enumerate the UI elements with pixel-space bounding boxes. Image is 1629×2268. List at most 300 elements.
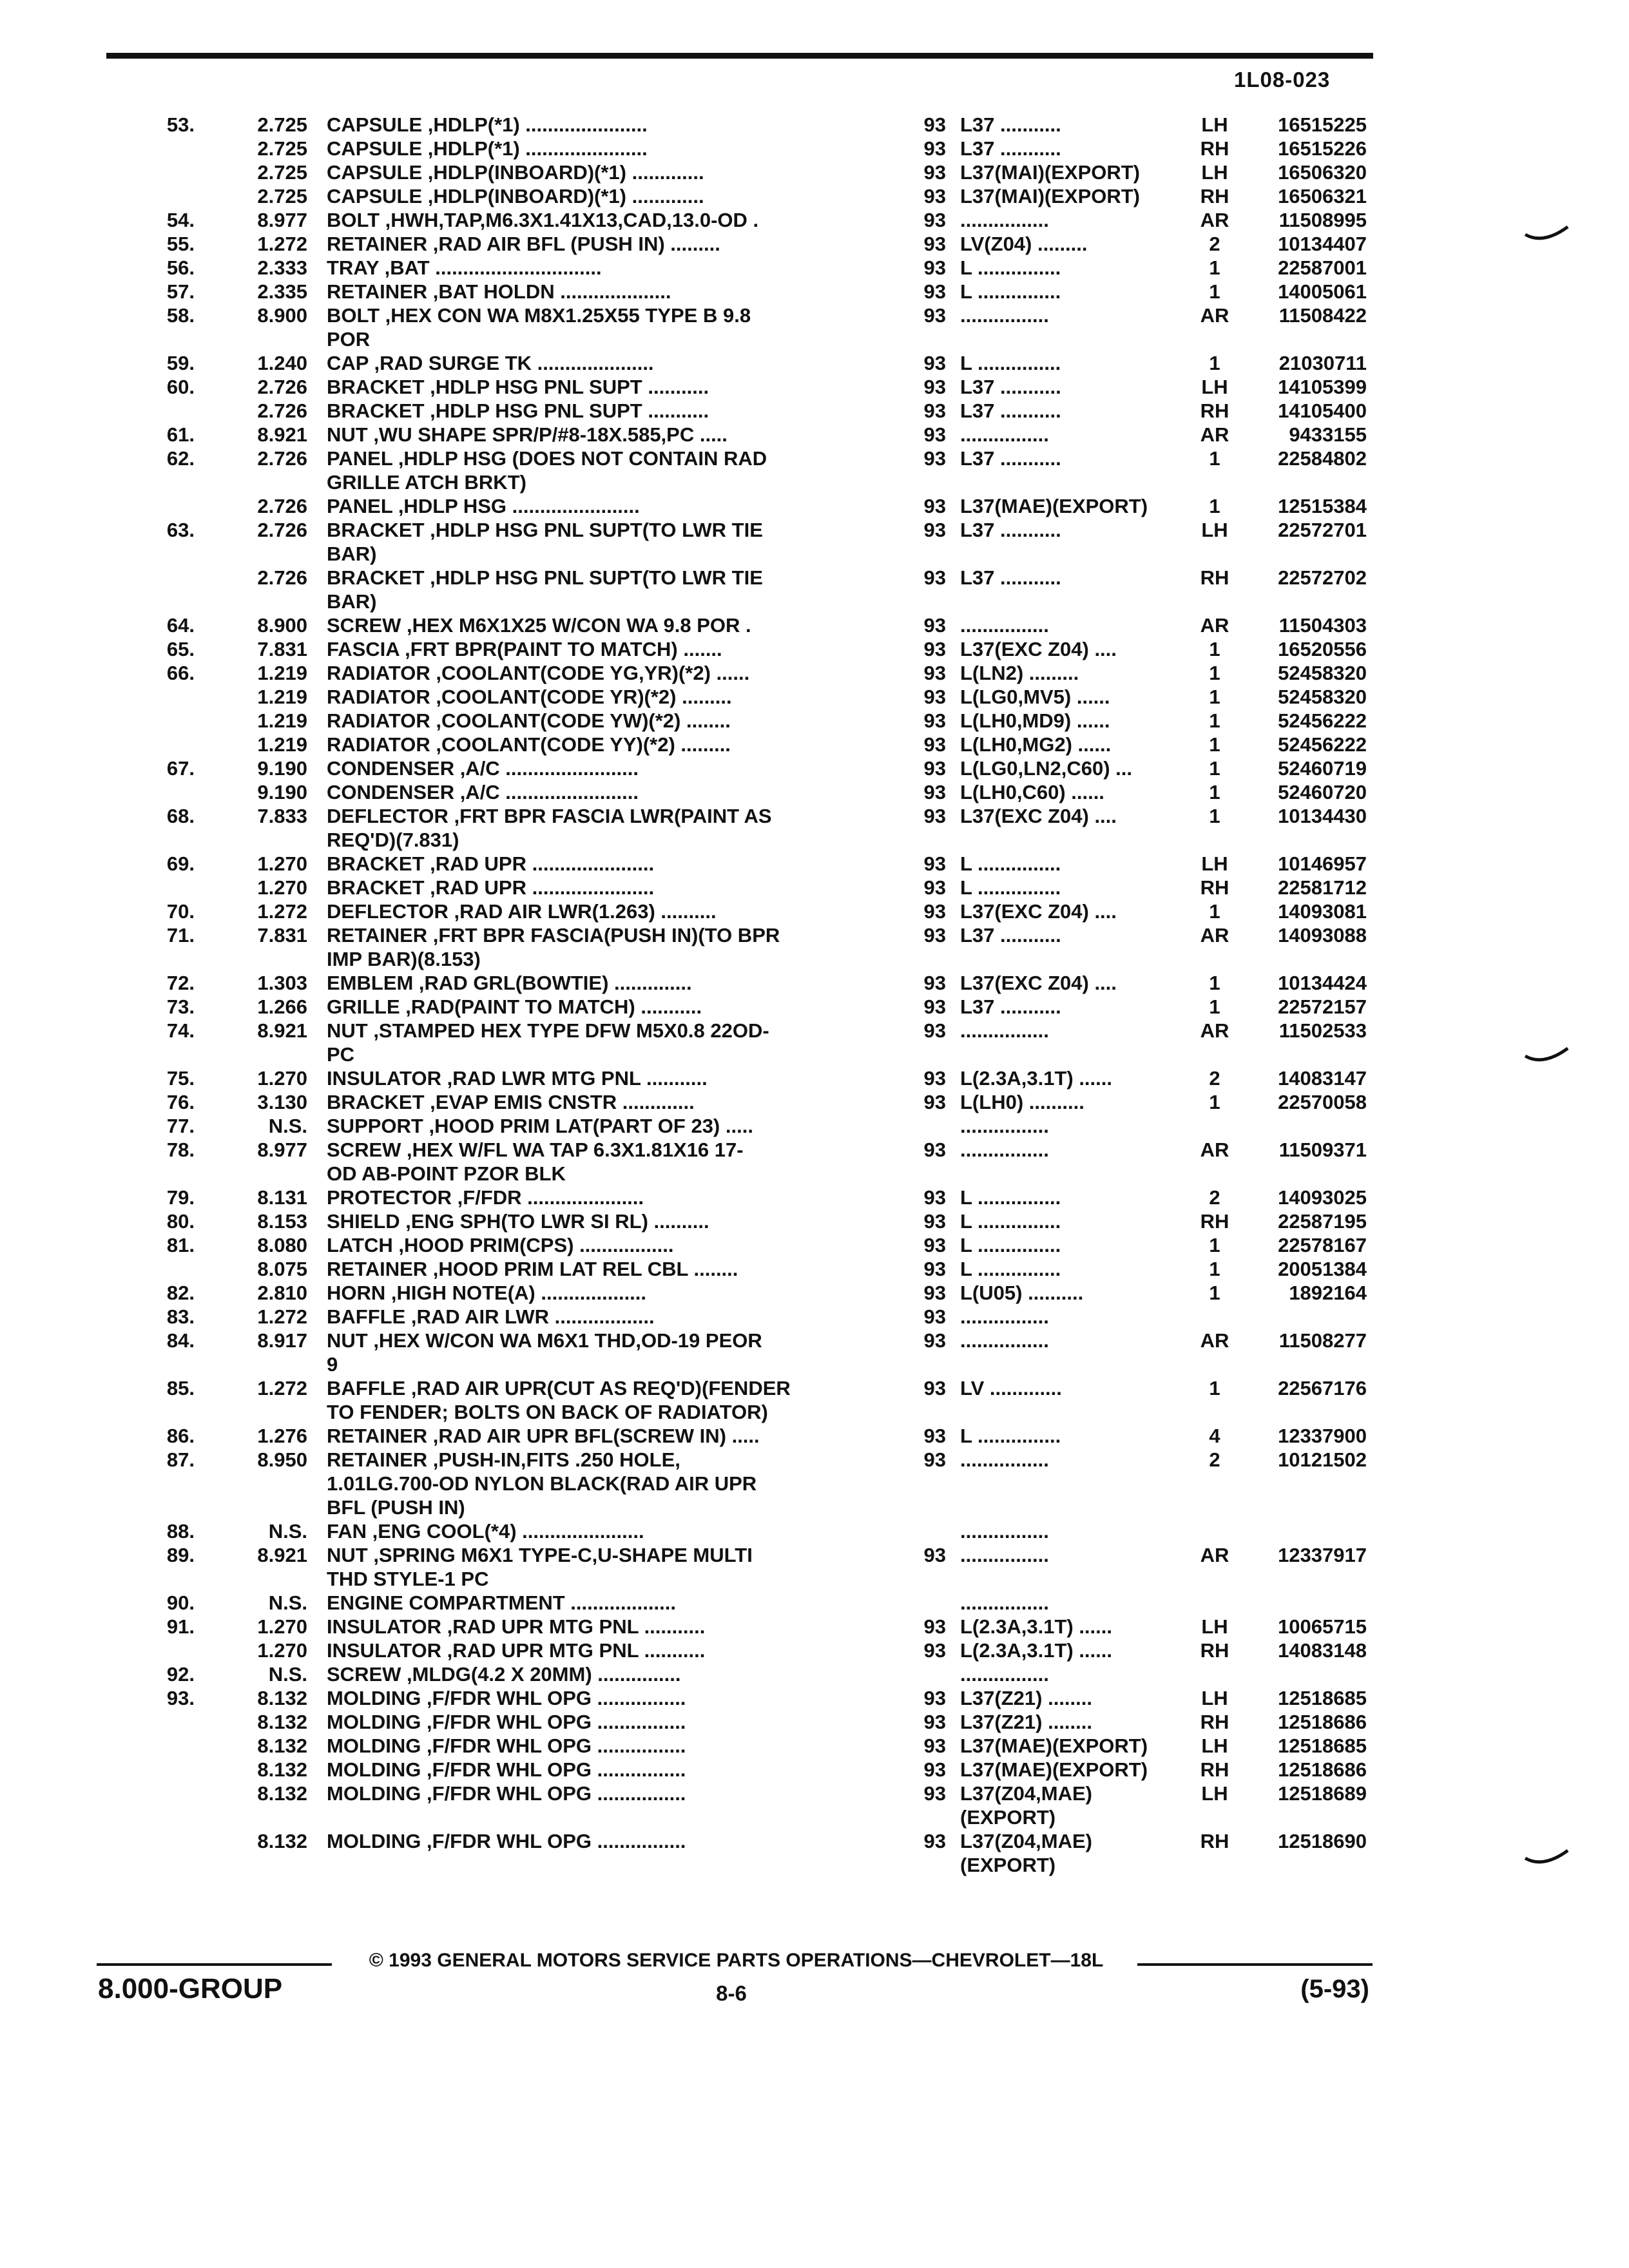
- model-usage: L ...............: [960, 256, 1061, 279]
- quantity: RH: [1200, 566, 1229, 589]
- part-number: 12518686: [1278, 1711, 1367, 1733]
- quantity: LH: [1201, 519, 1228, 541]
- item-number: 76.: [166, 1091, 195, 1113]
- part-number: 12518689: [1278, 1782, 1367, 1805]
- quantity: AR: [1200, 423, 1229, 446]
- model-usage: ................: [960, 1591, 1049, 1614]
- model-usage: L37 ...........: [960, 113, 1061, 136]
- part-description: RETAINER ,FRT BPR FASCIA(PUSH IN)(TO BPR IMP BAR)(8.153): [327, 924, 780, 970]
- quantity: AR: [1200, 209, 1229, 231]
- part-description: HORN ,HIGH NOTE(A) ...................: [327, 1282, 647, 1304]
- model-year: 93: [923, 1639, 946, 1662]
- group-number: 2.335: [257, 280, 307, 303]
- group-number: 8.900: [257, 304, 307, 327]
- part-number: 16506320: [1278, 161, 1367, 184]
- model-year: 93: [923, 1615, 946, 1638]
- copyright-notice: © 1993 GENERAL MOTORS SERVICE PARTS OPERATIONS—CHEVROLET—18L: [369, 1950, 1104, 1971]
- model-usage: L37(MAI)(EXPORT): [960, 185, 1140, 207]
- part-number: 12518686: [1278, 1758, 1367, 1781]
- table-row: [0, 876, 1629, 899]
- model-usage: L37(MAE)(EXPORT): [960, 1758, 1148, 1781]
- item-number: 87.: [166, 1448, 195, 1471]
- part-description: NUT ,WU SHAPE SPR/P/#8-18X.585,PC .....: [327, 423, 728, 446]
- model-year: 93: [923, 256, 946, 279]
- part-number: 16515225: [1278, 113, 1367, 136]
- table-row: [0, 1543, 1629, 1591]
- item-number: 59.: [166, 352, 195, 374]
- model-year: 93: [923, 805, 946, 827]
- scan-mark-icon: [1524, 1849, 1569, 1869]
- quantity: AR: [1200, 1544, 1229, 1566]
- model-year: 93: [923, 376, 946, 398]
- part-number: 22572157: [1278, 995, 1367, 1018]
- part-number: 22584802: [1278, 447, 1367, 470]
- model-usage: ................: [960, 1139, 1049, 1161]
- item-number: 86.: [166, 1425, 195, 1447]
- table-row: [0, 1257, 1629, 1281]
- model-year: 93: [923, 733, 946, 756]
- model-usage: L37 ...........: [960, 399, 1061, 422]
- part-number: 22572702: [1278, 566, 1367, 589]
- group-number: 1.276: [257, 1425, 307, 1447]
- quantity: 1: [1209, 781, 1220, 803]
- table-row: [0, 518, 1629, 566]
- part-description: CAPSULE ,HDLP(*1) ......................: [327, 137, 648, 160]
- part-description: RADIATOR ,COOLANT(CODE YG,YR)(*2) ......: [327, 662, 750, 684]
- part-description: BOLT ,HWH,TAP,M6.3X1.41X13,CAD,13.0-OD .: [327, 209, 759, 231]
- model-usage: ................: [960, 1019, 1049, 1042]
- group-number: 2.726: [257, 566, 307, 589]
- model-usage: L(2.3A,3.1T) ......: [960, 1615, 1112, 1638]
- group-number: N.S.: [268, 1663, 307, 1686]
- model-year: 93: [923, 1329, 946, 1352]
- part-description: SCREW ,HEX W/FL WA TAP 6.3X1.81X16 17- OD AB-POINT PZOR BLK: [327, 1139, 744, 1185]
- table-row: [0, 733, 1629, 756]
- item-number: 73.: [166, 995, 195, 1018]
- model-usage: LV(Z04) .........: [960, 233, 1088, 255]
- part-description: FASCIA ,FRT BPR(PAINT TO MATCH) .......: [327, 638, 722, 660]
- model-year: 93: [923, 638, 946, 660]
- model-usage: ................: [960, 1448, 1049, 1471]
- table-row: [0, 923, 1629, 971]
- table-row: [0, 1186, 1629, 1209]
- part-description: BRACKET ,EVAP EMIS CNSTR .............: [327, 1091, 695, 1113]
- part-description: BOLT ,HEX CON WA M8X1.25X55 TYPE B 9.8 POR: [327, 304, 751, 351]
- footer-rule-right: [1137, 1963, 1373, 1966]
- page-number: 8-6: [716, 1981, 747, 2005]
- part-description: CAPSULE ,HDLP(INBOARD)(*1) .............: [327, 161, 704, 184]
- model-year: 93: [923, 185, 946, 207]
- part-description: INSULATOR ,RAD UPR MTG PNL ...........: [327, 1615, 706, 1638]
- quantity: 4: [1209, 1425, 1220, 1447]
- item-number: 81.: [166, 1234, 195, 1256]
- model-usage: ................: [960, 1329, 1049, 1352]
- part-number: 14093081: [1278, 900, 1367, 923]
- part-number: 22572701: [1278, 519, 1367, 541]
- part-number: 22570058: [1278, 1091, 1367, 1113]
- model-year: 93: [923, 137, 946, 160]
- quantity: RH: [1200, 1830, 1229, 1852]
- part-description: RADIATOR ,COOLANT(CODE YY)(*2) .........: [327, 733, 731, 756]
- part-description: TRAY ,BAT ..............................: [327, 256, 602, 279]
- model-year: 93: [923, 280, 946, 303]
- table-row: [0, 852, 1629, 876]
- item-number: 67.: [166, 757, 195, 780]
- model-year: 93: [923, 1282, 946, 1304]
- part-description: RETAINER ,HOOD PRIM LAT REL CBL ........: [327, 1258, 738, 1280]
- group-number: 8.977: [257, 209, 307, 231]
- model-year: 93: [923, 209, 946, 231]
- item-number: 70.: [166, 900, 195, 923]
- model-year: 93: [923, 686, 946, 708]
- model-year: 93: [923, 1258, 946, 1280]
- item-number: 71.: [166, 924, 195, 947]
- model-year: 93: [923, 1377, 946, 1399]
- part-number: 11509371: [1278, 1139, 1367, 1161]
- item-number: 79.: [166, 1186, 195, 1209]
- part-description: CAP ,RAD SURGE TK .....................: [327, 352, 654, 374]
- part-description: MOLDING ,F/FDR WHL OPG ................: [327, 1758, 686, 1781]
- quantity: RH: [1200, 137, 1229, 160]
- part-description: CAPSULE ,HDLP(*1) ......................: [327, 113, 648, 136]
- model-year: 93: [923, 757, 946, 780]
- item-number: 88.: [166, 1520, 195, 1542]
- model-usage: L37(EXC Z04) ....: [960, 900, 1117, 923]
- part-number: 21030711: [1278, 352, 1367, 374]
- group-number: 8.132: [257, 1711, 307, 1733]
- top-rule: [106, 53, 1373, 59]
- group-number: 1.272: [257, 1305, 307, 1328]
- part-description: RADIATOR ,COOLANT(CODE YW)(*2) ........: [327, 709, 731, 732]
- item-number: 89.: [166, 1544, 195, 1566]
- group-number: 1.272: [257, 233, 307, 255]
- model-usage: L(LN2) .........: [960, 662, 1079, 684]
- group-number: 2.725: [257, 185, 307, 207]
- item-number: 56.: [166, 256, 195, 279]
- part-number: 11508422: [1278, 304, 1367, 327]
- part-description: SHIELD ,ENG SPH(TO LWR SI RL) ..........: [327, 1210, 709, 1233]
- date-code: (5-93): [1300, 1975, 1369, 2003]
- model-usage: ................: [960, 614, 1049, 637]
- part-description: NUT ,SPRING M6X1 TYPE-C,U-SHAPE MULTI THD STYLE-1 PC: [327, 1544, 753, 1590]
- part-number: 16506321: [1278, 185, 1367, 207]
- item-number: 93.: [166, 1687, 195, 1709]
- quantity: 1: [1209, 1377, 1220, 1399]
- model-usage: L ...............: [960, 1258, 1061, 1280]
- model-year: 93: [923, 1425, 946, 1447]
- quantity: 1: [1209, 495, 1220, 517]
- part-number: 12337917: [1278, 1544, 1367, 1566]
- group-number: 8.950: [257, 1448, 307, 1471]
- group-number: N.S.: [268, 1591, 307, 1614]
- item-number: 61.: [166, 423, 195, 446]
- part-description: CONDENSER ,A/C ........................: [327, 781, 639, 803]
- model-usage: L(2.3A,3.1T) ......: [960, 1067, 1112, 1090]
- table-row: [0, 1424, 1629, 1448]
- item-number: 53.: [166, 113, 195, 136]
- model-year: 93: [923, 1544, 946, 1566]
- model-usage: L37(MAE)(EXPORT): [960, 1735, 1148, 1757]
- part-number: 1892164: [1289, 1282, 1367, 1304]
- model-year: 93: [923, 1019, 946, 1042]
- model-year: 93: [923, 1711, 946, 1733]
- quantity: RH: [1200, 1210, 1229, 1233]
- group-number: 2.725: [257, 161, 307, 184]
- part-description: ENGINE COMPARTMENT ...................: [327, 1591, 676, 1614]
- item-number: 72.: [166, 972, 195, 994]
- part-description: CONDENSER ,A/C ........................: [327, 757, 639, 780]
- group-number: 1.270: [257, 1067, 307, 1090]
- part-number: 10065715: [1278, 1615, 1367, 1638]
- quantity: 1: [1209, 447, 1220, 470]
- group-number: 2.726: [257, 519, 307, 541]
- part-number: 12337900: [1278, 1425, 1367, 1447]
- parts-list: [0, 113, 1629, 1877]
- quantity: LH: [1201, 113, 1228, 136]
- quantity: LH: [1201, 1735, 1228, 1757]
- part-number: 10121502: [1278, 1448, 1367, 1471]
- part-number: 14093088: [1278, 924, 1367, 947]
- part-description: INSULATOR ,RAD LWR MTG PNL ...........: [327, 1067, 708, 1090]
- group-number: 2.726: [257, 376, 307, 398]
- table-row: [0, 804, 1629, 852]
- model-year: 93: [923, 352, 946, 374]
- part-number: 22567176: [1278, 1377, 1367, 1399]
- table-row: [0, 637, 1629, 661]
- model-usage: ................: [960, 1115, 1049, 1137]
- quantity: 1: [1209, 757, 1220, 780]
- page-id: 1L08-023: [1234, 68, 1331, 91]
- group-number: 8.132: [257, 1782, 307, 1805]
- item-number: 62.: [166, 447, 195, 470]
- model-year: 93: [923, 900, 946, 923]
- part-number: 14105399: [1278, 376, 1367, 398]
- item-number: 54.: [166, 209, 195, 231]
- group-number: 1.272: [257, 1377, 307, 1399]
- part-description: LATCH ,HOOD PRIM(CPS) .................: [327, 1234, 674, 1256]
- quantity: LH: [1201, 852, 1228, 875]
- part-number: 14083147: [1278, 1067, 1367, 1090]
- group-number: 8.132: [257, 1758, 307, 1781]
- table-row: [0, 1376, 1629, 1424]
- table-row: [0, 399, 1629, 423]
- group-number: 7.831: [257, 638, 307, 660]
- part-number: 10134424: [1278, 972, 1367, 994]
- model-usage: L(LG0,MV5) ......: [960, 686, 1110, 708]
- quantity: 2: [1209, 1186, 1220, 1209]
- quantity: AR: [1200, 1019, 1229, 1042]
- quantity: RH: [1200, 1639, 1229, 1662]
- model-year: 93: [923, 1305, 946, 1328]
- model-usage: ................: [960, 1305, 1049, 1328]
- table-row: [0, 1138, 1629, 1186]
- model-year: 93: [923, 399, 946, 422]
- item-number: 65.: [166, 638, 195, 660]
- quantity: 1: [1209, 1091, 1220, 1113]
- quantity: 1: [1209, 280, 1220, 303]
- item-number: 92.: [166, 1663, 195, 1686]
- group-number: 1.219: [257, 662, 307, 684]
- group-number: 1.270: [257, 1615, 307, 1638]
- part-description: SUPPORT ,HOOD PRIM LAT(PART OF 23) .....: [327, 1115, 753, 1137]
- part-number: 12518690: [1278, 1830, 1367, 1852]
- group-number: 8.075: [257, 1258, 307, 1280]
- model-usage: L37(Z21) ........: [960, 1687, 1092, 1709]
- table-row: [0, 709, 1629, 733]
- group-number: 1.266: [257, 995, 307, 1018]
- table-row: [0, 1233, 1629, 1257]
- part-number: 9433155: [1289, 423, 1367, 446]
- model-usage: L(LG0,LN2,C60) ...: [960, 757, 1132, 780]
- model-usage: L(U05) ..........: [960, 1282, 1084, 1304]
- item-number: 90.: [166, 1591, 195, 1614]
- group-number: 2.810: [257, 1282, 307, 1304]
- part-description: BRACKET ,HDLP HSG PNL SUPT ...........: [327, 376, 709, 398]
- table-row: [0, 256, 1629, 280]
- group-label: 8.000-GROUP: [98, 1973, 283, 2004]
- quantity: 1: [1209, 1234, 1220, 1256]
- quantity: RH: [1200, 399, 1229, 422]
- model-year: 93: [923, 566, 946, 589]
- table-row: [0, 113, 1629, 137]
- model-usage: L37(Z04,MAE) (EXPORT): [960, 1782, 1092, 1829]
- model-year: 93: [923, 852, 946, 875]
- quantity: 1: [1209, 1258, 1220, 1280]
- model-usage: L ...............: [960, 852, 1061, 875]
- table-row: [0, 208, 1629, 232]
- table-row: [0, 1686, 1629, 1710]
- item-number: 66.: [166, 662, 195, 684]
- table-row: [0, 303, 1629, 351]
- table-row: [0, 447, 1629, 494]
- group-number: 1.270: [257, 876, 307, 899]
- group-number: 2.726: [257, 495, 307, 517]
- model-year: 93: [923, 1735, 946, 1757]
- quantity: 1: [1209, 256, 1220, 279]
- table-row: [0, 1734, 1629, 1758]
- model-year: 93: [923, 1186, 946, 1209]
- part-description: FAN ,ENG COOL(*4) ......................: [327, 1520, 644, 1542]
- quantity: 1: [1209, 805, 1220, 827]
- part-description: CAPSULE ,HDLP(INBOARD)(*1) .............: [327, 185, 704, 207]
- part-number: 12515384: [1278, 495, 1367, 517]
- table-row: [0, 1758, 1629, 1782]
- group-number: 9.190: [257, 781, 307, 803]
- quantity: LH: [1201, 1687, 1228, 1709]
- part-number: 12518685: [1278, 1735, 1367, 1757]
- group-number: 8.900: [257, 614, 307, 637]
- group-number: 2.333: [257, 256, 307, 279]
- model-year: 93: [923, 1091, 946, 1113]
- group-number: 1.272: [257, 900, 307, 923]
- part-number: 52460720: [1278, 781, 1367, 803]
- scan-mark-icon: [1524, 1047, 1569, 1066]
- group-number: 1.219: [257, 733, 307, 756]
- part-description: MOLDING ,F/FDR WHL OPG ................: [327, 1782, 686, 1805]
- part-number: 20051384: [1278, 1258, 1367, 1280]
- part-description: MOLDING ,F/FDR WHL OPG ................: [327, 1830, 686, 1852]
- quantity: 2: [1209, 1448, 1220, 1471]
- part-description: MOLDING ,F/FDR WHL OPG ................: [327, 1735, 686, 1757]
- quantity: 2: [1209, 233, 1220, 255]
- group-number: 8.132: [257, 1687, 307, 1709]
- item-number: 82.: [166, 1282, 195, 1304]
- model-year: 93: [923, 1234, 946, 1256]
- part-number: 22587001: [1278, 256, 1367, 279]
- item-number: 74.: [166, 1019, 195, 1042]
- group-number: 8.921: [257, 1019, 307, 1042]
- part-description: RADIATOR ,COOLANT(CODE YR)(*2) .........: [327, 686, 732, 708]
- quantity: AR: [1200, 1139, 1229, 1161]
- part-description: RETAINER ,RAD AIR UPR BFL(SCREW IN) .....: [327, 1425, 760, 1447]
- model-usage: L(LH0,MG2) ......: [960, 733, 1112, 756]
- item-number: 63.: [166, 519, 195, 541]
- part-number: 14083148: [1278, 1639, 1367, 1662]
- model-usage: L ...............: [960, 876, 1061, 899]
- model-year: 93: [923, 924, 946, 947]
- table-row: [0, 1066, 1629, 1090]
- item-number: 68.: [166, 805, 195, 827]
- item-number: 85.: [166, 1377, 195, 1399]
- part-description: BRACKET ,HDLP HSG PNL SUPT(TO LWR TIE BAR): [327, 519, 763, 565]
- group-number: 3.130: [257, 1091, 307, 1113]
- model-usage: L(LH0,MD9) ......: [960, 709, 1110, 732]
- model-usage: ................: [960, 304, 1049, 327]
- group-number: 2.726: [257, 447, 307, 470]
- table-row: [0, 137, 1629, 160]
- part-number: 52458320: [1278, 662, 1367, 684]
- item-number: 75.: [166, 1067, 195, 1090]
- part-description: BRACKET ,RAD UPR ......................: [327, 852, 655, 875]
- model-year: 93: [923, 1448, 946, 1471]
- model-year: 93: [923, 1067, 946, 1090]
- model-year: 93: [923, 233, 946, 255]
- quantity: AR: [1200, 1329, 1229, 1352]
- part-description: INSULATOR ,RAD UPR MTG PNL ...........: [327, 1639, 706, 1662]
- quantity: AR: [1200, 614, 1229, 637]
- model-year: 93: [923, 1830, 946, 1852]
- table-row: [0, 1019, 1629, 1066]
- model-usage: L ...............: [960, 352, 1061, 374]
- table-row: [0, 351, 1629, 375]
- part-description: BAFFLE ,RAD AIR UPR(CUT AS REQ'D)(FENDER TO FENDER; BOLTS ON BACK OF RADIATOR): [327, 1377, 791, 1423]
- item-number: 69.: [166, 852, 195, 875]
- group-number: 8.153: [257, 1210, 307, 1233]
- part-description: SCREW ,MLDG(4.2 X 20MM) ...............: [327, 1663, 681, 1686]
- model-usage: ................: [960, 1520, 1049, 1542]
- quantity: AR: [1200, 304, 1229, 327]
- quantity: 1: [1209, 662, 1220, 684]
- model-usage: ................: [960, 1544, 1049, 1566]
- model-year: 93: [923, 1758, 946, 1781]
- model-usage: L ...............: [960, 280, 1061, 303]
- group-number: 2.725: [257, 137, 307, 160]
- model-usage: L(LH0) ..........: [960, 1091, 1084, 1113]
- quantity: RH: [1200, 1711, 1229, 1733]
- part-description: DEFLECTOR ,RAD AIR LWR(1.263) ..........: [327, 900, 717, 923]
- part-description: NUT ,STAMPED HEX TYPE DFW M5X0.8 22OD- PC: [327, 1019, 769, 1066]
- quantity: 1: [1209, 1282, 1220, 1304]
- part-number: 52456222: [1278, 733, 1367, 756]
- table-row: [0, 494, 1629, 518]
- table-row: [0, 1090, 1629, 1114]
- part-description: BRACKET ,HDLP HSG PNL SUPT ...........: [327, 399, 709, 422]
- table-row: [0, 1329, 1629, 1376]
- group-number: 1.240: [257, 352, 307, 374]
- model-year: 93: [923, 447, 946, 470]
- model-usage: L37 ...........: [960, 376, 1061, 398]
- model-year: 93: [923, 876, 946, 899]
